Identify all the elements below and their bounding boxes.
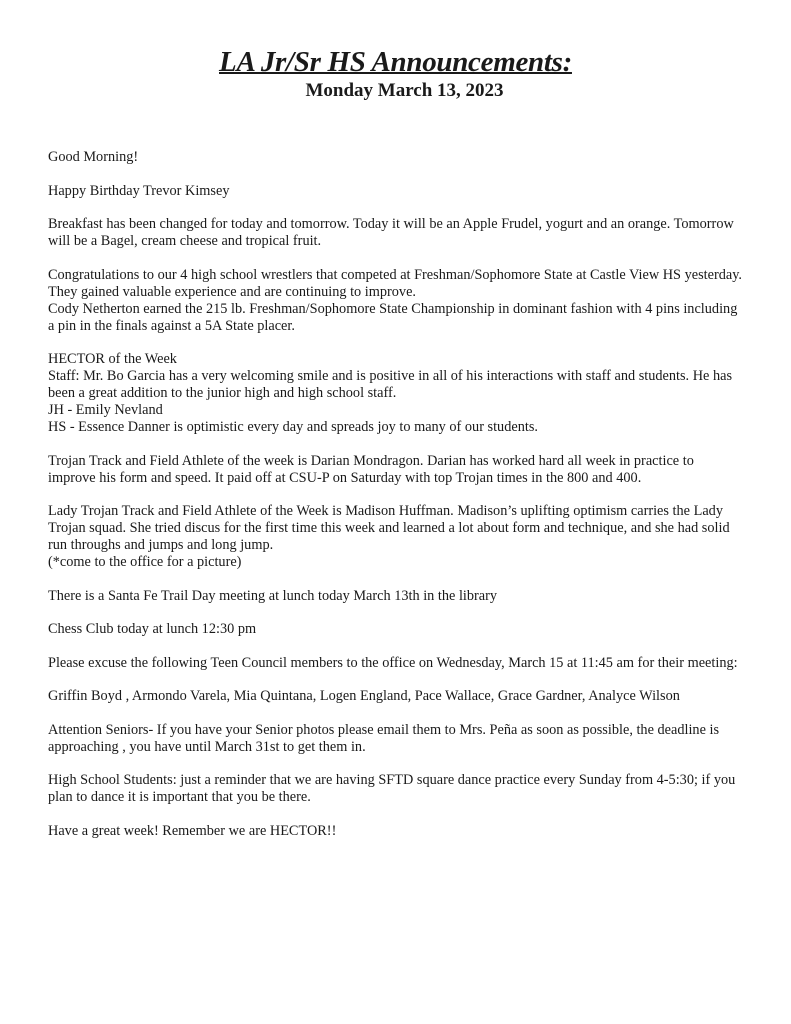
paragraph-square-dance xyxy=(48,772,778,806)
paragraph-track-athlete xyxy=(48,453,778,487)
text-line: Please excuse the following Teen Council members to the office on Wednesday, March 15 at 11:45 am for their meeting: xyxy=(48,654,738,671)
text-line: Griffin Boyd , Armondo Varela, Mia Quintana, Logen England, Pace Wallace, Grace Gardner, Analyce Wilson xyxy=(48,688,680,704)
text-line: HS - Essence Danner is optimistic every day and spreads joy to many of our students. xyxy=(48,419,538,435)
text-line: Trojan Track and Field Athlete of the week is Darian Mondragon. Darian has worked hard all week in practice to xyxy=(48,452,694,469)
text-line: Breakfast has been changed for today and tomorrow. Today it will be an Apple Frudel, yogurt and an orange. Tomorrow xyxy=(48,216,734,232)
text-line: will be a Bagel, cream cheese and tropical fruit. xyxy=(48,233,322,249)
announcement-date: Monday March 13, 2023 xyxy=(305,80,504,101)
text-line: Trojan squad. She tried discus for the first time this week and learned a lot about form and technique, and she had solid xyxy=(48,520,730,536)
paragraph-wrestling xyxy=(48,267,778,335)
text-line: Lady Trojan Track and Field Athlete of the Week is Madison Huffman. Madison’s uplifting optimism carries the Lady xyxy=(48,503,723,519)
text-line: Good Morning! xyxy=(48,149,139,165)
text-line: Cody Netherton earned the 215 lb. Freshman/Sophomore State Championship in dominant fashion with 4 pins including xyxy=(48,300,738,317)
paragraph-hector-of-the-week xyxy=(48,351,778,436)
paragraph-senior-photos xyxy=(48,722,778,756)
paragraph-teen-council-members xyxy=(48,688,778,705)
page-title: LA Jr/Sr HS Announcements: xyxy=(219,46,572,78)
paragraph-greeting xyxy=(48,149,778,166)
paragraph-santa-fe-trail-day xyxy=(48,588,778,605)
text-line: run throughs and jumps and long jump. xyxy=(48,537,274,553)
text-line: They gained valuable experience and are continuing to improve. xyxy=(48,283,416,300)
text-line: Congratulations to our 4 high school wrestlers that competed at Freshman/Sophomore State at Castle View HS yesterday. xyxy=(48,266,742,283)
text-line: (*come to the office for a picture) xyxy=(48,554,242,570)
paragraph-chess-club xyxy=(48,621,778,638)
text-line: approaching , you have until March 31st to get them in. xyxy=(48,738,366,755)
text-line: been a great addition to the junior high and high school staff. xyxy=(48,385,397,401)
text-line: Attention Seniors- If you have your Senior photos please email them to Mrs. Peña as soon as possible, the deadline is xyxy=(48,721,720,738)
announcements-body xyxy=(48,149,778,856)
text-line: Chess Club today at lunch 12:30 pm xyxy=(48,621,257,637)
text-line: High School Students: just a reminder that we are having SFTD square dance practice every Sunday from 4-5:30; if you xyxy=(48,772,736,788)
paragraph-teen-council-notice xyxy=(48,655,778,672)
text-line: Happy Birthday Trevor Kimsey xyxy=(48,182,230,199)
paragraph-lady-track-athlete xyxy=(48,503,778,571)
text-line: HECTOR of the Week xyxy=(48,351,177,367)
paragraph-breakfast xyxy=(48,216,778,250)
text-line: Staff: Mr. Bo Garcia has a very welcoming smile and is positive in all of his interactions with staff and students. He has xyxy=(48,368,733,384)
paragraph-closing xyxy=(48,823,778,840)
paragraph-birthday xyxy=(48,183,778,200)
text-line: Have a great week! Remember we are HECTOR!! xyxy=(48,822,337,839)
text-line: JH - Emily Nevland xyxy=(48,402,163,418)
text-line: improve his form and speed. It paid off at CSU-P on Saturday with top Trojan times in the 800 and 400. xyxy=(48,469,642,486)
text-line: a pin in the finals against a 5A State placer. xyxy=(48,317,295,334)
text-line: plan to dance it is important that you be there. xyxy=(48,789,311,805)
text-line: There is a Santa Fe Trail Day meeting at lunch today March 13th in the library xyxy=(48,587,498,604)
